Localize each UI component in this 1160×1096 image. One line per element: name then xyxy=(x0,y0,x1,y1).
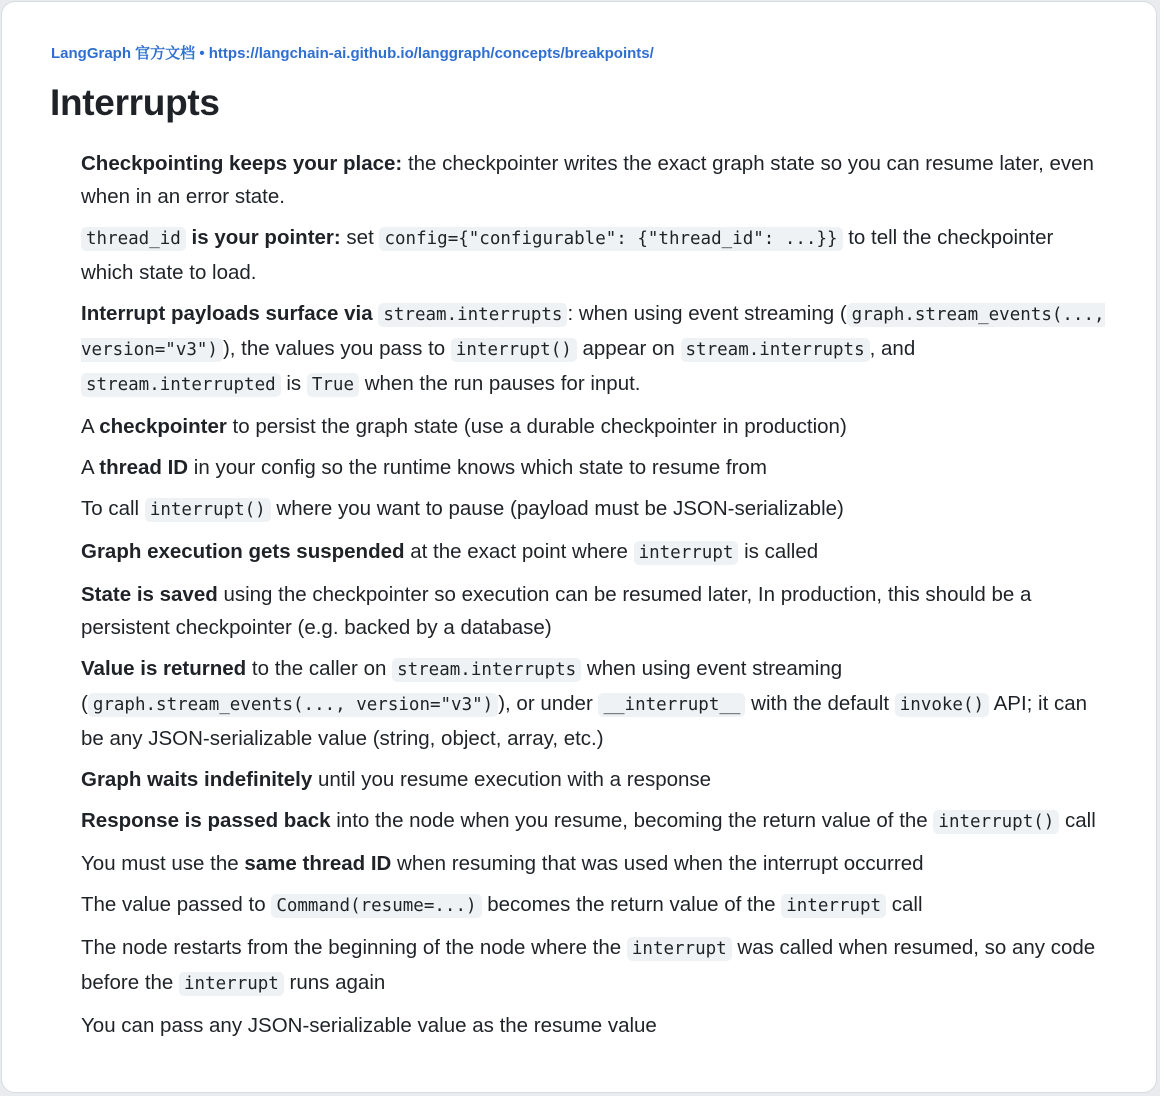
text: call xyxy=(886,893,923,916)
text: To call xyxy=(81,497,145,520)
inline-code: graph.stream_events(..., version="v3") xyxy=(81,305,1105,360)
content-body xyxy=(81,147,1111,1050)
text: until you resume execution with a response xyxy=(312,768,712,791)
inline-code: True xyxy=(307,373,359,397)
inline-code: invoke() xyxy=(895,693,989,717)
bold-text: Graph execution gets suspended xyxy=(81,540,405,563)
paragraph-graph-waits xyxy=(81,763,1111,796)
text: in your config so the runtime knows which state to resume from xyxy=(188,456,767,479)
text: You can pass any JSON-serializable value as the resume value xyxy=(81,1014,657,1037)
paragraph-node-restarts xyxy=(81,931,1111,1001)
inline-code: interrupt xyxy=(627,937,732,961)
text: at the exact point where xyxy=(404,540,634,563)
text: when the run pauses for input. xyxy=(359,372,641,395)
text: is xyxy=(280,372,307,395)
inline-code: stream.interrupts xyxy=(378,303,567,327)
inline-code: stream.interrupts xyxy=(681,338,870,362)
bold-text: State is saved xyxy=(81,583,218,606)
inline-code: interrupt xyxy=(179,972,284,996)
paragraph-value-returned xyxy=(81,652,1111,755)
source-line xyxy=(51,42,654,63)
text: into the node when you resume, becoming the return value of the xyxy=(330,809,934,832)
document-card xyxy=(1,1,1157,1093)
text: to persist the graph state (use a durable checkpointer in production) xyxy=(226,415,847,438)
paragraph-command-resume xyxy=(81,888,1111,923)
text: API; it can be any JSON-serializable value (string, object, array, etc.) xyxy=(81,692,1088,750)
text: call xyxy=(1059,809,1096,832)
text: You must use the xyxy=(81,852,245,875)
paragraph-same-thread-id xyxy=(81,847,1111,880)
text: where you want to pause (payload must be JSON-serializable) xyxy=(270,497,844,520)
bold-text: Graph waits indefinitely xyxy=(81,768,313,791)
paragraph-thread-id-config xyxy=(81,451,1111,484)
paragraph-thread-id xyxy=(81,221,1111,289)
text: set xyxy=(340,226,380,249)
source-link[interactable]: https://langchain-ai.github.io/langgraph/concepts/breakpoints/ xyxy=(208,45,654,62)
bold-text: Interrupt payloads surface via xyxy=(81,302,379,325)
text: : when using event streaming ( xyxy=(567,302,847,325)
text: using the checkpointer so execution can be resumed later, In production, this should be a persistent checkpointer (e.g. backed by a database) xyxy=(81,583,1032,639)
text: when resuming that was used when the interrupt occurred xyxy=(391,852,924,875)
inline-code: stream.interrupted xyxy=(81,373,281,397)
bold-text: same thread ID xyxy=(244,852,392,875)
text: ), the values you pass to xyxy=(222,337,451,360)
text: , and xyxy=(869,337,916,360)
bold-text: Checkpointing keeps your place: xyxy=(81,152,403,175)
text: A xyxy=(81,415,100,438)
paragraph-call-interrupt xyxy=(81,492,1111,527)
paragraph-execution-suspended xyxy=(81,535,1111,570)
text: to tell the checkpointer which state to load. xyxy=(81,226,1054,284)
paragraph-resume-value xyxy=(81,1009,1111,1042)
bold-text: checkpointer xyxy=(99,415,227,438)
bold-text: Response is passed back xyxy=(81,809,331,832)
source-label: LangGraph 官方文档 • xyxy=(51,45,209,62)
inline-code: thread_id xyxy=(81,227,186,251)
paragraph-checkpointer xyxy=(81,410,1111,443)
inline-code: __interrupt__ xyxy=(598,693,745,717)
paragraph-checkpointing xyxy=(81,147,1111,213)
text: with the default xyxy=(745,692,895,715)
paragraph-state-saved xyxy=(81,578,1111,644)
bold-text: is your pointer: xyxy=(185,226,341,249)
inline-code: interrupt xyxy=(634,541,739,565)
inline-code: interrupt xyxy=(781,894,886,918)
page-title: Interrupts xyxy=(50,82,220,123)
text: is called xyxy=(738,540,819,563)
inline-code: interrupt() xyxy=(145,498,271,522)
text: The value passed to xyxy=(81,893,272,916)
text: A xyxy=(81,456,100,479)
inline-code: Command(resume=...) xyxy=(271,894,481,918)
inline-code: graph.stream_events(..., version="v3") xyxy=(88,693,498,717)
paragraph-response-passed xyxy=(81,804,1111,839)
text: the checkpointer writes the exact graph state so you can resume later, even when in an error state. xyxy=(81,152,1094,208)
paragraph-interrupt-payloads xyxy=(81,297,1111,402)
text: appear on xyxy=(576,337,681,360)
text: ), or under xyxy=(498,692,599,715)
text: when using event streaming ( xyxy=(81,657,843,715)
inline-code: config={"configurable": {"thread_id": ...}} xyxy=(379,227,842,251)
inline-code: interrupt() xyxy=(451,338,577,362)
text: was called when resumed, so any code before the xyxy=(81,936,1096,994)
inline-code: interrupt() xyxy=(933,810,1059,834)
text: to the caller on xyxy=(246,657,393,680)
text: runs again xyxy=(283,971,386,994)
text: The node restarts from the beginning of the node where the xyxy=(81,936,627,959)
bold-text: Value is returned xyxy=(81,657,247,680)
inline-code: stream.interrupts xyxy=(392,658,581,682)
text: becomes the return value of the xyxy=(481,893,782,916)
bold-text: thread ID xyxy=(99,456,189,479)
